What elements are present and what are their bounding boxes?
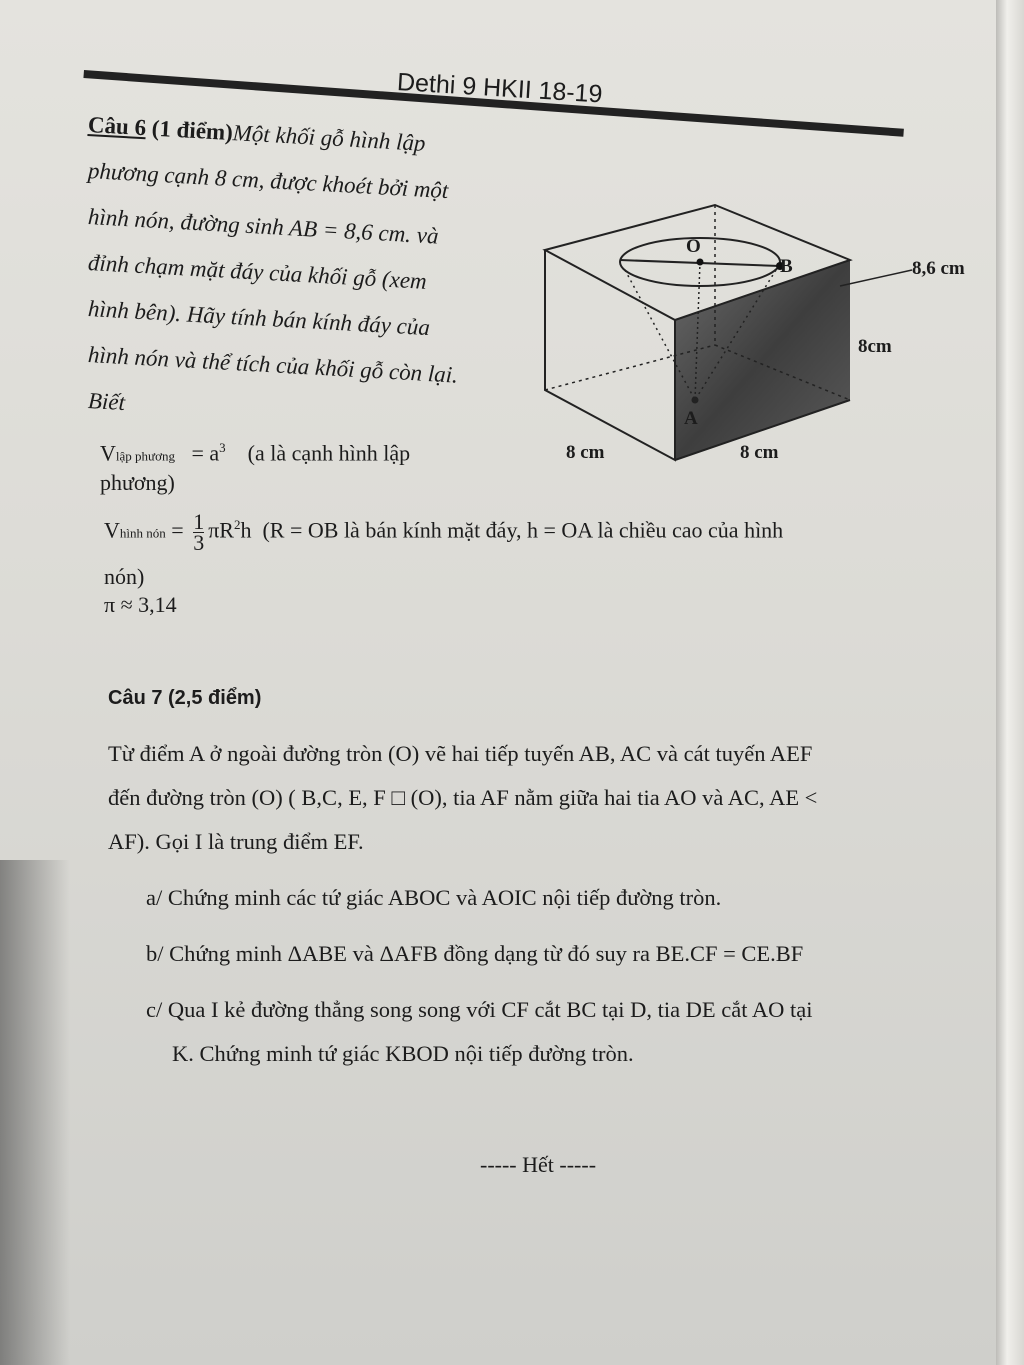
point-o [697,259,704,266]
point-a [692,397,699,404]
label-o: O [686,236,701,257]
label-edge-right: 8 cm [740,442,779,463]
formula-eq: = a [191,440,220,466]
q6-label: Câu 6 [87,112,147,141]
q6-line-5: hình bên). Hãy tính bán kính đáy của [87,296,431,341]
hand-shadow [0,860,70,1365]
q6-line-7: Biết [87,388,126,416]
page-title: Dethi 9 HKII 18-19 [396,68,604,109]
label-edge-left: 8 cm [566,442,605,463]
label-height: 8cm [858,336,892,357]
q7-part-b: b/ Chứng minh ΔABE và ΔAFB đồng dạng từ đó suy ra BE.CF = CE.BF [146,941,804,966]
fraction-num: 1 [193,509,205,534]
cone-volume-formula [104,509,784,555]
cube-volume-note-2: phương) [100,470,175,495]
q7-paragraph-2: đến đường tròn (O) ( B,C, E, F □ (O), tia AF nằm giữa hai tia AO và AC, AE < [108,785,818,810]
q7-paragraph-3: AF). Gọi I là trung điểm EF. [108,829,364,854]
q6-text-1: Một khối gỗ hình lập [232,120,427,156]
q6-line-3: hình nón, đường sinh AB = 8,6 cm. và [87,204,440,249]
formula-sup: 3 [219,440,226,455]
question-6 [88,102,528,424]
pi-approximation: π ≈ 3,14 [104,592,177,617]
slant-leader-line [840,270,912,286]
formula2-note: (R = OB là bán kính mặt đáy, h = OA là chiều cao của hình [262,517,784,543]
q7-paragraph-1: Từ điểm A ở ngoài đường tròn (O) vẽ hai tiếp tuyến AB, AC và cát tuyến AEF [108,741,813,766]
q7-part-c: c/ Qua I kẻ đường thẳng song song với CF cắt BC tại D, tia DE cắt AO tại [146,997,813,1022]
cube-cone-figure [540,190,990,480]
q6-line-2: phương cạnh 8 cm, được khoét bởi một [87,158,450,204]
q7-part-c-cont: K. Chứng minh tứ giác KBOD nội tiếp đường tròn. [172,1041,634,1066]
formula2-v: V [104,517,120,543]
q7-part-a: a/ Chứng minh các tứ giác ABOC và AOIC nội tiếp đường tròn. [146,885,722,910]
paper-edge [996,0,1024,1365]
question-7 [108,676,938,1076]
q6-line-4: đỉnh chạm mặt đáy của khối gỗ (xem [87,250,428,294]
cube-volume-formula [100,440,410,466]
label-a: A [684,408,698,429]
end-marker: ----- Hết ----- [480,1152,597,1177]
label-b: B [780,256,793,277]
label-slant: 8,6 cm [912,258,965,279]
formula2-eq: = [171,517,184,543]
fraction-den: 3 [193,530,205,555]
q7-title: Câu 7 (2,5 điểm) [108,687,262,709]
formula-v: V [100,440,116,466]
q6-points: (1 điểm) [151,115,234,146]
formula-note: (a là cạnh hình lập [247,440,411,466]
formula2-h: h [240,517,252,543]
formula-sub-cone: hình nón [119,525,166,541]
q6-line-6: hình nón và thể tích của khối gỗ còn lại. [87,342,459,388]
formula2-sup: 2 [233,517,241,533]
formula2-pi: πR [208,517,234,543]
cone-volume-note-2: nón) [104,564,145,589]
fraction [193,509,205,555]
formula-sub-cube: lập phương [115,448,175,464]
